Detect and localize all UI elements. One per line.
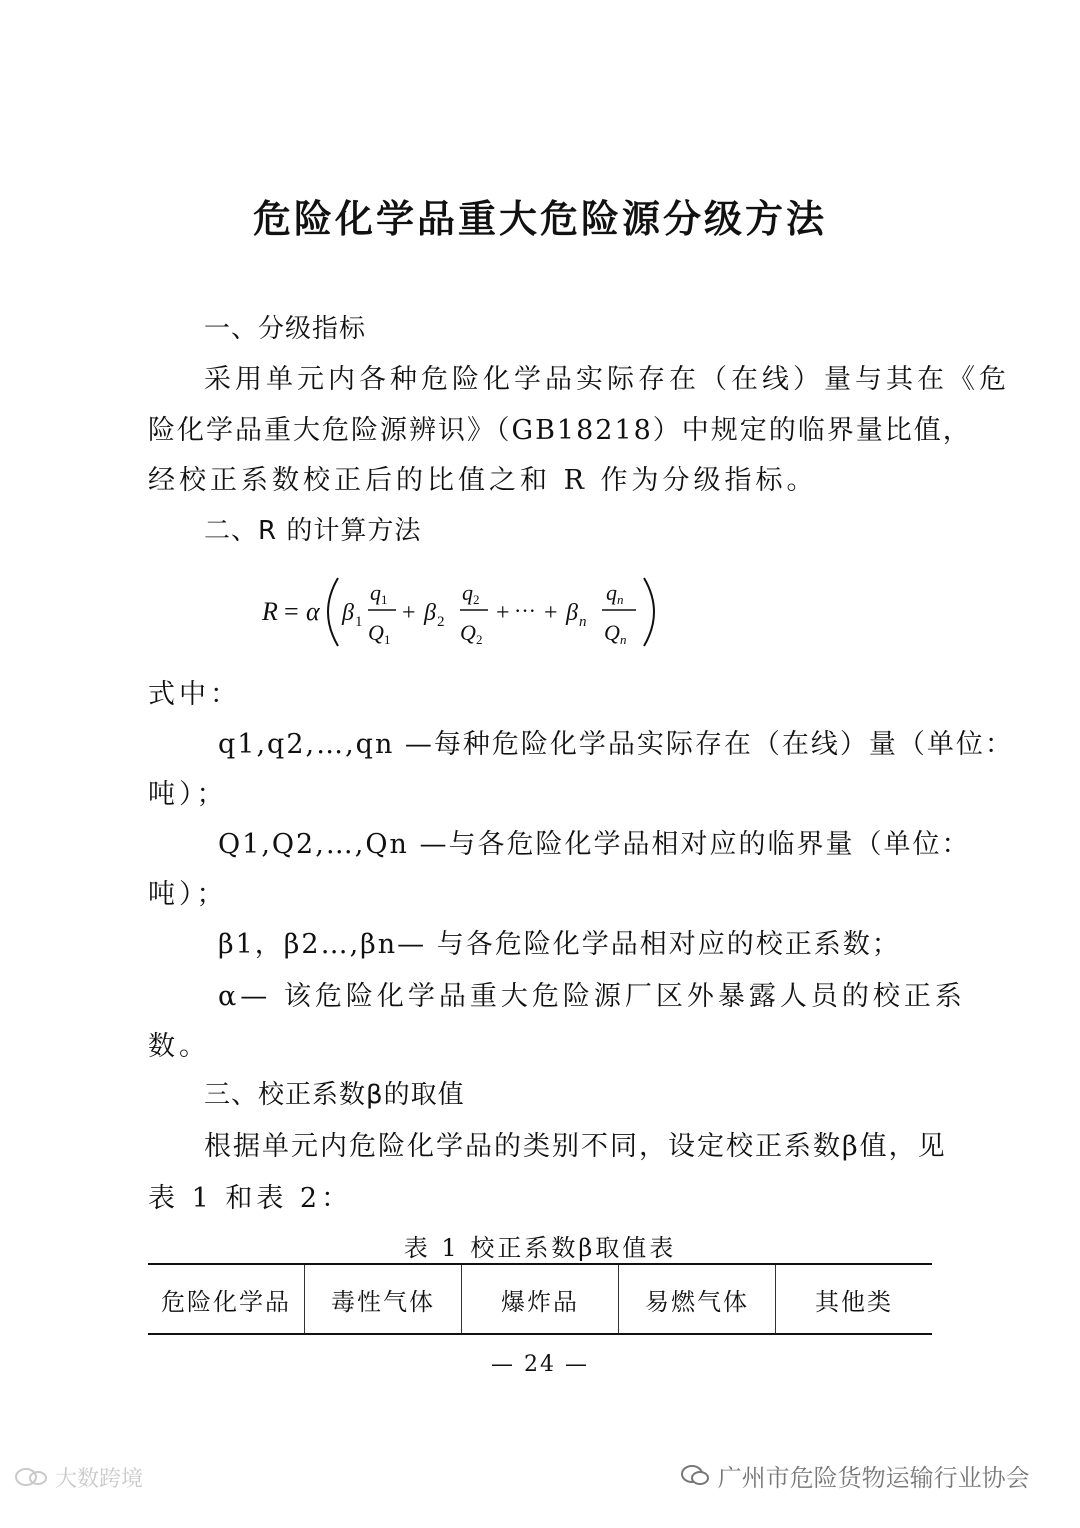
definition-Q-line-2: 吨）；: [148, 879, 228, 910]
formula-plus-3: +: [544, 600, 558, 626]
page-title: 危险化学品重大危险源分级方法: [252, 197, 827, 241]
definition-q-line-2: 吨）；: [148, 779, 228, 810]
table-header-cell: 其他类: [776, 1264, 933, 1334]
formula-q-2: q: [462, 580, 473, 605]
watermark-left-text: 大数跨境: [55, 1467, 144, 1492]
table-header-cell: 危险化学品: [148, 1264, 305, 1334]
formula-Q-1: Q: [368, 620, 384, 645]
section-3-text-line-2: 表 1 和表 2：: [148, 1183, 353, 1214]
chat-logo-icon: [14, 1466, 48, 1494]
watermark-right: [680, 1458, 1030, 1495]
formula-Q-2: Q: [460, 620, 476, 645]
table-header-cell: 毒性气体: [305, 1264, 462, 1334]
section-2-heading: 二、R 的计算方法: [204, 516, 422, 546]
wechat-logo-icon: [680, 1463, 710, 1495]
section-1-text-line-1: 采用单元内各种危险化学品实际存在（在线）量与其在《危: [204, 364, 1010, 395]
definition-alpha-line-1: α— 该危险化学品重大危险源厂区外暴露人员的校正系: [218, 981, 966, 1012]
formula-q-2-sub: 2: [473, 592, 480, 607]
formula-beta-2: β: [424, 600, 436, 626]
formula-dots: ···: [514, 598, 536, 623]
formula-Q-1-sub: 1: [384, 632, 391, 647]
where-label: 式中：: [148, 679, 241, 710]
formula-q-1: q: [370, 580, 381, 605]
section-1-text-line-3: 经校正系数校正后的比值之和 R 作为分级指标。: [148, 465, 818, 496]
beta-table: [148, 1263, 932, 1335]
r-formula: [258, 570, 678, 654]
table-header-row: [148, 1264, 932, 1334]
formula-alpha: α: [306, 597, 320, 626]
formula-lhs: R: [262, 597, 278, 626]
formula-beta-2-sub: 2: [437, 614, 445, 630]
formula-left-paren: [328, 578, 338, 646]
formula-Q-n-sub: n: [620, 632, 627, 647]
definition-alpha-line-2: 数。: [148, 1031, 210, 1062]
table-caption: 表 1 校正系数β取值表: [403, 1234, 677, 1262]
formula-plus-2: +: [496, 600, 510, 626]
section-3-text-line-1: 根据单元内危险化学品的类别不同，设定校正系数β值，见: [204, 1131, 947, 1162]
definition-beta: β1，β2…,βn— 与各危险化学品相对应的校正系数；: [218, 929, 901, 960]
formula-equals: =: [284, 597, 299, 626]
section-1-heading: 一、分级指标: [204, 314, 367, 344]
formula-svg: [258, 570, 678, 654]
page-number: — 24 —: [491, 1352, 589, 1377]
section-1-text-line-2: 险化学品重大危险源辨识》（GB18218）中规定的临界量比值，: [148, 415, 972, 446]
formula-q-n-sub: n: [617, 592, 624, 607]
formula-beta-n: β: [566, 600, 578, 626]
formula-beta-1-sub: 1: [355, 614, 363, 630]
formula-Q-n: Q: [604, 620, 620, 645]
watermark-right-text: 广州市危险货物运输行业协会: [717, 1464, 1030, 1492]
formula-right-paren: [644, 578, 654, 646]
formula-plus-1: +: [402, 600, 416, 626]
watermark-left: [14, 1462, 143, 1494]
formula-beta-n-sub: n: [579, 614, 587, 630]
formula-beta-1: β: [342, 600, 354, 626]
formula-q-1-sub: 1: [381, 592, 388, 607]
table-header-cell: 易燃气体: [619, 1264, 776, 1334]
definition-q-line-1: q1,q2,…,qn —每种危险化学品实际存在（在线）量（单位：: [218, 729, 1014, 760]
formula-Q-2-sub: 2: [476, 632, 483, 647]
formula-q-n: q: [606, 580, 617, 605]
table-header-cell: 爆炸品: [462, 1264, 619, 1334]
section-3-heading: 三、校正系数β的取值: [204, 1080, 465, 1110]
definition-Q-line-1: Q1,Q2,…,Qn —与各危险化学品相对应的临界量（单位：: [218, 829, 971, 860]
